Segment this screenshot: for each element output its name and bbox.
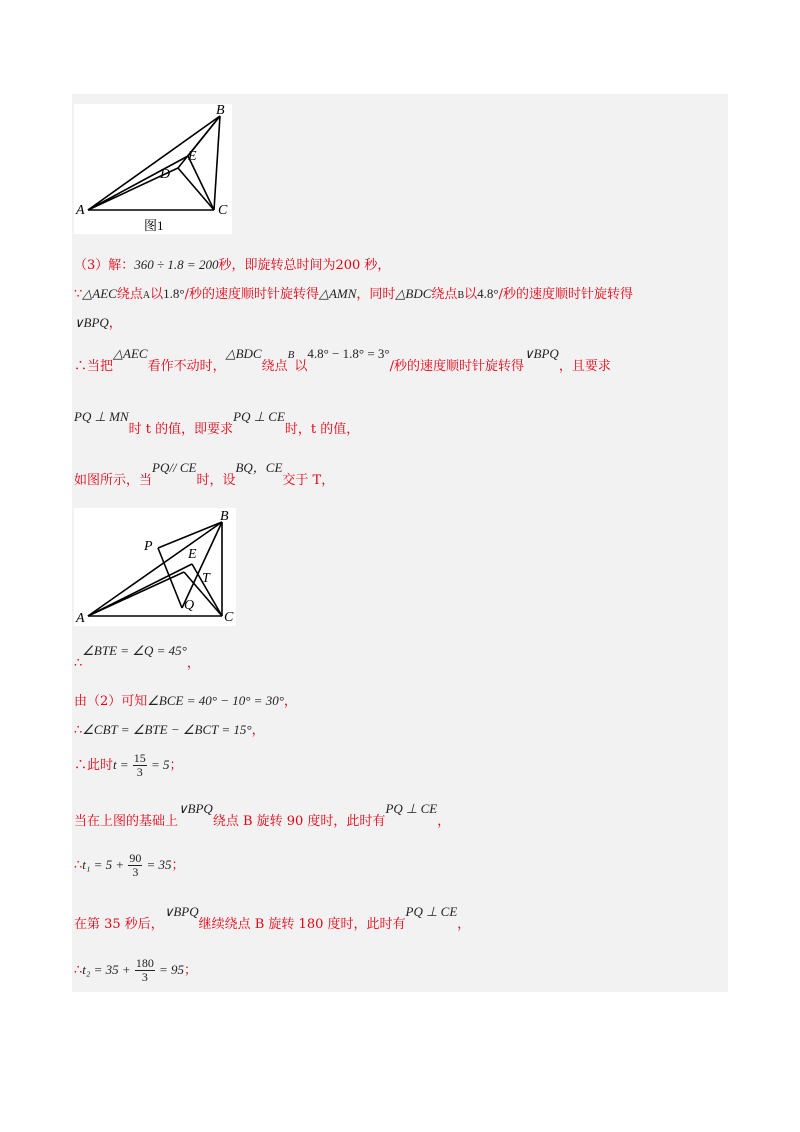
fraction: $\frac{15}{3}$ xyxy=(133,751,146,779)
solution-line-13: 在第 35 秒后，∨BPQ继续绕点 B 旋转 180 度时，此时有PQ ⊥ CE， xyxy=(74,904,471,932)
label-D: D xyxy=(160,167,171,182)
solution-line-5: PQ ⊥ MN时 t 的值，即要求PQ ⊥ CE时，t 的值， xyxy=(74,409,360,437)
label-E: E xyxy=(188,149,197,164)
figure-1 xyxy=(74,104,232,234)
label-B: B xyxy=(220,509,229,524)
label-E: E xyxy=(188,547,197,562)
solution-line-8: 由（2）可知∠BCE = 40° − 10° = 30°， xyxy=(74,693,297,709)
solution-line-2: ∵△AEC绕点A以1.8°/秒的速度顺时针旋转得△AMN，同时△BDC绕点B以4.8°/秒的速度顺时针旋转得 xyxy=(74,286,633,302)
label-P: P xyxy=(144,539,153,554)
fraction: $\frac{180}{3}$ xyxy=(135,956,154,984)
fraction: $\frac{90}{3}$ xyxy=(129,851,142,879)
solution-line-12: ∴t₁ = 5 + $\frac{90}{3}$ = 35； xyxy=(74,851,185,879)
label-B: B xyxy=(216,104,225,118)
label-A: A xyxy=(76,203,85,218)
figure-2 xyxy=(74,508,236,626)
solution-line-10: ∴此时t = $\frac{15}{3}$ = 5； xyxy=(74,751,183,779)
solution-line-11: 当在上图的基础上∨BPQ绕点 B 旋转 90 度时，此时有PQ ⊥ CE， xyxy=(74,801,451,829)
label-A: A xyxy=(76,611,85,626)
label-C: C xyxy=(224,610,234,625)
solution-line-3: ∨BPQ， xyxy=(74,315,122,331)
label-C: C xyxy=(218,203,228,218)
label-T: T xyxy=(202,571,210,586)
label-Q: Q xyxy=(184,598,195,613)
solution-line-7: ∴∠BTE = ∠Q = 45°， xyxy=(74,643,200,671)
solution-line-4: ∴当把△AEC看作不动时，△BDC绕点$^B$以4.8° − 1.8° = 3°/秒的速度顺时针旋转得∨BPQ，且要求 xyxy=(74,346,611,374)
solution-line-9: ∴∠CBT = ∠BTE − ∠BCT = 15°， xyxy=(74,722,265,738)
solution-line-6: 如图所示，当PQ// CE时，设BQ，CE交于 T， xyxy=(74,460,335,488)
solution-line-14: ∴t₂ = 35 + $\frac{180}{3}$ = 95； xyxy=(74,956,198,984)
figure-caption: 图1 xyxy=(144,218,164,233)
solution-line-1: （3）解：360 ÷ 1.8 = 200秒，即旋转总时间为200 秒， xyxy=(74,257,391,273)
